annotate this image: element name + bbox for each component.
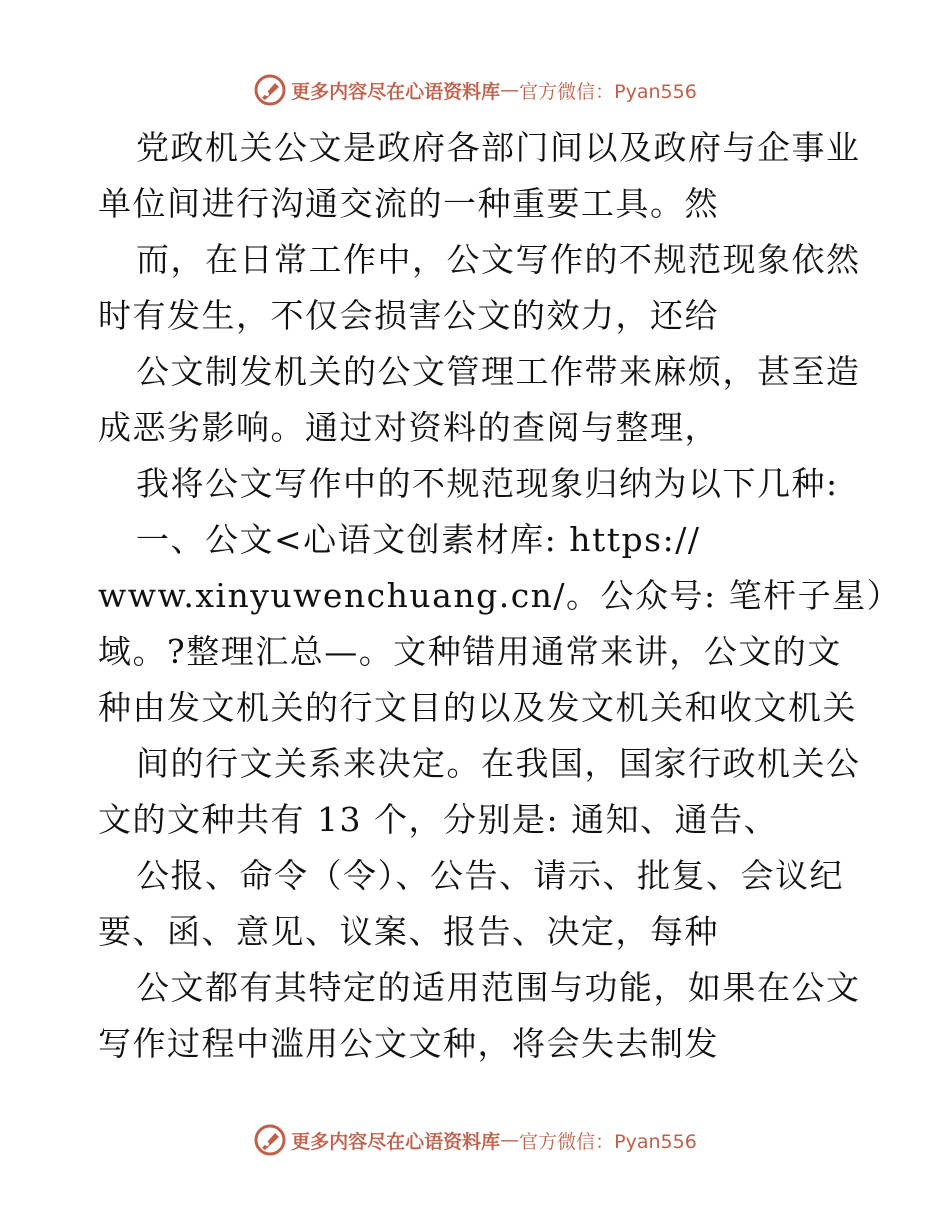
- body-line: 种由发文机关的行文目的以及发文机关和收文机关: [98, 688, 857, 727]
- body-line: 公文都有其特定的适用范围与功能，如果在公文: [136, 968, 861, 1007]
- body-line: 公报、命令（令）、公告、请示、批复、会议纪: [136, 856, 844, 895]
- body-line: 一、公文<心语文创素材库: https://: [136, 520, 701, 559]
- footer-banner: [0, 1120, 950, 1160]
- body-line: 我将公文写作中的不规范现象归纳为以下几种:: [136, 464, 839, 503]
- banner-main-text: 更多内容尽在心语资料库: [291, 1130, 501, 1153]
- body-line: 写作过程中滥用公文文种，将会失去制发: [98, 1024, 719, 1063]
- body-line: 公文制发机关的公文管理工作带来麻烦，甚至造: [136, 352, 861, 391]
- body-line: 文的文种共有 13 个，分别是: 通知、通告、: [98, 800, 779, 839]
- body-line: 党政机关公文是政府各部门间以及政府与企事业: [136, 128, 861, 167]
- header-banner: [0, 70, 950, 110]
- body-line: 而，在日常工作中，公文写作的不规范现象依然: [136, 240, 861, 279]
- banner-wechat-text: 官方微信：Pyan556: [519, 1130, 697, 1153]
- banner-dash: —: [500, 1129, 520, 1151]
- pen-nib-logo-icon: [253, 1123, 287, 1157]
- banner-wechat-text: 官方微信：Pyan556: [519, 80, 697, 103]
- pen-nib-logo-icon: [253, 73, 287, 107]
- body-line: 域。?整理汇总—。文种错用通常来讲，公文的文: [98, 632, 842, 671]
- body-line: 单位间进行沟通交流的一种重要工具。然: [98, 184, 719, 223]
- banner-main-text: 更多内容尽在心语资料库: [291, 80, 501, 103]
- body-line: 间的行文关系来决定。在我国，国家行政机关公: [136, 744, 861, 783]
- body-line: 成恶劣影响。通过对资料的查阅与整理，: [98, 408, 719, 447]
- document-body: [98, 120, 902, 1072]
- body-line: 时有发生，不仅会损害公文的效力，还给: [98, 296, 719, 335]
- body-line: www.xinyuwenchuang.cn/。公众号: 笔杆子星）: [98, 576, 902, 615]
- body-line: 要、函、意见、议案、报告、决定，每种: [98, 912, 719, 951]
- banner-dash: —: [500, 79, 520, 101]
